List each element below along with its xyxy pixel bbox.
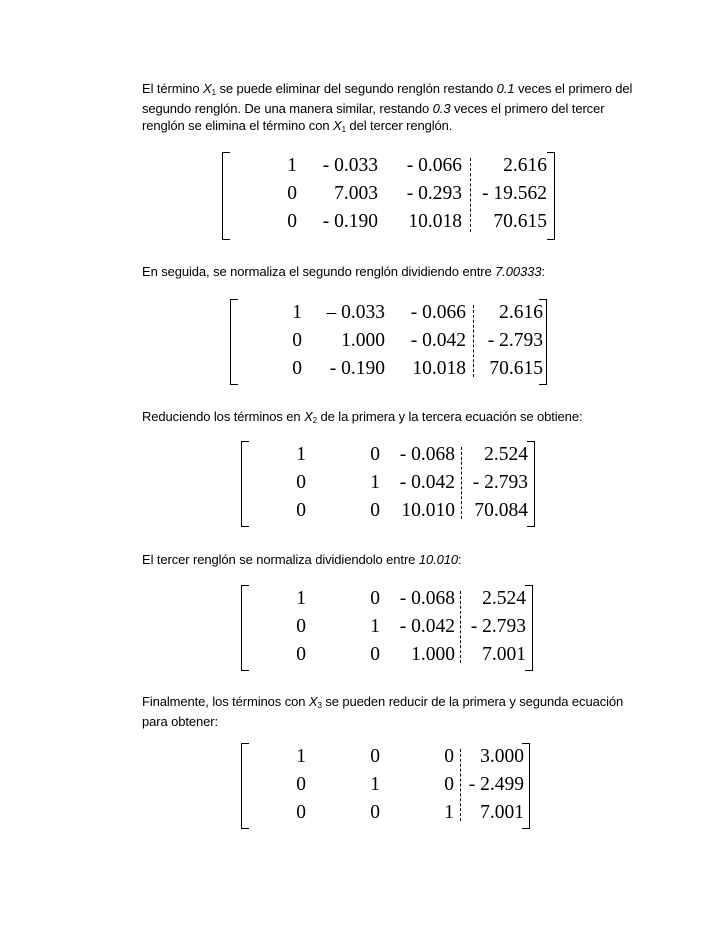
text-run: de la primera y la tercera ecuación se obtiene: — [317, 409, 583, 424]
text-run: El tercer renglón se normaliza dividiendolo entre — [142, 552, 419, 567]
matrix-cell: 1 — [296, 444, 306, 465]
paragraph-2 — [142, 263, 642, 281]
augmented-divider — [461, 447, 462, 519]
matrix-cell: 0 — [292, 358, 302, 379]
matrix-cell: 0 — [370, 500, 380, 521]
matrix-cell: 10.010 — [401, 500, 455, 521]
matrix-cell: 0 — [287, 183, 297, 204]
text-run: del tercer renglón. — [345, 118, 453, 133]
matrix-cell: 10.018 — [412, 358, 466, 379]
matrix-cell: 0 — [287, 211, 297, 232]
matrix-cell: 7.001 — [480, 802, 524, 823]
matrix-cell: - 0.066 — [406, 155, 462, 176]
matrix-cell: 1 — [287, 155, 297, 176]
matrix-cell: - 0.190 — [329, 358, 385, 379]
matrix-3 — [241, 441, 535, 525]
matrix-cell: 0 — [296, 500, 306, 521]
matrix-cell: 0 — [370, 644, 380, 665]
matrix-cell: - 2.793 — [472, 472, 528, 493]
matrix-cell: 0 — [370, 444, 380, 465]
matrix-4 — [241, 585, 533, 669]
matrix-cell: 0 — [370, 588, 380, 609]
matrix-cell: 0 — [296, 802, 306, 823]
matrix-cell: 1 — [444, 802, 454, 823]
matrix-cell: - 0.293 — [406, 183, 462, 204]
matrix-cell: - 0.042 — [399, 616, 455, 637]
italic-text: X — [332, 118, 342, 133]
matrix-cell: 0 — [292, 330, 302, 351]
matrix-cell: 0 — [296, 774, 306, 795]
matrix-cell: 2.524 — [484, 444, 528, 465]
subscript: 3 — [317, 701, 322, 710]
augmented-divider — [460, 749, 461, 821]
matrix-cell: 1 — [370, 472, 380, 493]
matrix-cell: 7.003 — [334, 183, 378, 204]
matrix-cell: - 0.066 — [410, 302, 466, 323]
italic-text: 10.010 — [418, 552, 458, 567]
subscript: 2 — [312, 416, 317, 425]
italic-text: X — [304, 409, 313, 424]
matrix-cell: 1 — [296, 588, 306, 609]
matrix-cell: 0 — [296, 472, 306, 493]
text-run: veces el primero del tercer renglón se elimina el término con — [142, 100, 605, 133]
subscript: 1 — [211, 88, 216, 97]
matrix-cell: 2.616 — [499, 302, 543, 323]
matrix-cell: 7.001 — [482, 644, 526, 665]
matrix-cell: 0 — [370, 746, 380, 767]
subscript: 1 — [341, 125, 346, 134]
matrix-cell: 1.000 — [411, 644, 455, 665]
matrix-cell: - 0.042 — [399, 472, 455, 493]
text-run: : — [541, 264, 545, 279]
text-run: El término — [142, 81, 204, 96]
text-run: Reduciendo los términos en — [142, 409, 305, 424]
matrix-cell: 0 — [370, 802, 380, 823]
left-bracket — [241, 743, 249, 829]
right-bracket — [547, 152, 555, 240]
paragraph-1 — [142, 80, 642, 137]
augmented-divider — [473, 305, 474, 377]
paragraph-3 — [142, 408, 642, 428]
matrix-cell: 1 — [370, 774, 380, 795]
matrix-cell: – 0.033 — [326, 302, 385, 323]
italic-text: X — [203, 81, 212, 96]
matrix-cell: 1 — [292, 302, 302, 323]
text-run: se pueden reducir de la primera y segunda ecuación para obtener: — [142, 694, 624, 729]
matrix-cell: 3.000 — [480, 746, 524, 767]
matrix-cell: 2.616 — [503, 155, 547, 176]
left-bracket — [241, 585, 249, 671]
matrix-cell: - 0.042 — [410, 330, 466, 351]
matrix-cell: 70.615 — [493, 211, 547, 232]
paragraph-5 — [142, 693, 642, 730]
right-bracket — [527, 441, 535, 527]
matrix-cell: - 0.068 — [399, 444, 455, 465]
text-run: En seguida, se normaliza el segundo renglón dividiendo entre — [142, 264, 496, 279]
italic-text: X — [308, 694, 318, 709]
matrix-cell: - 0.068 — [399, 588, 455, 609]
matrix-cell: 0 — [444, 746, 454, 767]
right-bracket — [525, 585, 533, 671]
text-run: Finalmente, los términos con — [142, 694, 309, 709]
matrix-1 — [222, 152, 555, 238]
matrix-cell: - 2.499 — [468, 774, 524, 795]
matrix-cell: 2.524 — [482, 588, 526, 609]
left-bracket — [230, 299, 238, 385]
matrix-cell: - 19.562 — [482, 183, 547, 204]
italic-text: 0.1 — [496, 81, 515, 96]
matrix-2 — [230, 299, 547, 383]
matrix-5 — [241, 743, 530, 827]
matrix-cell: 0 — [444, 774, 454, 795]
text-run: se puede eliminar del segundo renglón restando — [215, 81, 497, 96]
matrix-cell: - 2.793 — [487, 330, 543, 351]
matrix-cell: 70.615 — [489, 358, 543, 379]
italic-text: 7.00333 — [495, 264, 542, 279]
matrix-cell: 10.018 — [408, 211, 462, 232]
augmented-divider — [460, 591, 461, 663]
matrix-cell: 1 — [370, 616, 380, 637]
italic-text: 0.3 — [432, 100, 451, 116]
matrix-cell: 70.084 — [474, 500, 528, 521]
text-run: : — [458, 552, 462, 567]
text-run: veces el primero del segundo renglón. De una manera similar, restando — [142, 81, 633, 116]
matrix-cell: 0 — [296, 616, 306, 637]
matrix-cell: - 0.190 — [322, 211, 378, 232]
matrix-cell: 0 — [296, 644, 306, 665]
matrix-cell: 1.000 — [341, 330, 385, 351]
matrix-cell: - 2.793 — [470, 616, 526, 637]
paragraph-4 — [142, 551, 642, 569]
matrix-cell: - 0.033 — [322, 155, 378, 176]
augmented-divider — [470, 158, 471, 232]
matrix-cell: 1 — [296, 746, 306, 767]
left-bracket — [222, 152, 230, 240]
left-bracket — [241, 441, 249, 527]
